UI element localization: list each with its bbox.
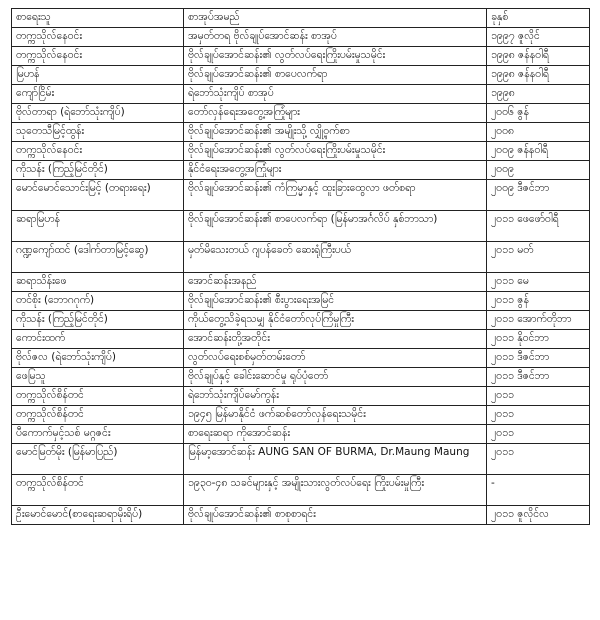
table-row — [12, 368, 590, 387]
book-title-cell: အောင်ဆန်းအနည် — [184, 273, 487, 292]
author-cell: မြဟန် — [12, 66, 184, 85]
year-cell: ၂၀၁၁ မေ — [487, 273, 590, 292]
books-table — [11, 8, 590, 525]
table-row — [12, 444, 590, 475]
book-title-cell: ဗိုလ်ချုပ်အောင်ဆန်း၏ စာပေလက်ရာ — [184, 66, 487, 85]
book-title-cell: ရဲဘော်သုံးကျိပ် စာအုပ် — [184, 85, 487, 104]
table-row — [12, 28, 590, 47]
table-row — [12, 66, 590, 85]
author-cell: တက္ကသိုလ်စိန်တင် — [12, 387, 184, 406]
table-row — [12, 123, 590, 142]
author-cell: ဂဏ္ဍကျော်ထင် (ဒေါက်တာမြင့်ဆွေ) — [12, 242, 184, 273]
table-row — [12, 330, 590, 349]
year-cell: ၁၉၉၈ ဇန်နဝါရီ — [487, 66, 590, 85]
author-cell: ဆရာမြဟန် — [12, 211, 184, 242]
author-cell: တင်စိုး (ဘောဂဂုက်) — [12, 292, 184, 311]
table-row — [12, 180, 590, 211]
year-cell: ၂၀၁၁ ဒီဇင်ဘာ — [487, 368, 590, 387]
table-row — [12, 104, 590, 123]
author-cell: ဖေမြသူ — [12, 368, 184, 387]
book-title-cell: အမှတ်တရ ဗိုလ်ချုပ်အောင်ဆန်း စာအုပ် — [184, 28, 487, 47]
year-cell: ၂၀၁၁ ဖေဖော်ဝါရီ — [487, 211, 590, 242]
year-cell: ၁၉၉၈ — [487, 85, 590, 104]
year-cell: ၂၀၀၉ — [487, 161, 590, 180]
table-row — [12, 242, 590, 273]
table-row — [12, 311, 590, 330]
book-title-cell: ဗိုလ်ချုပ်အောင်ဆန်း၏ လွတ်လပ်ရေးကြိုးပမ်းမှုသမိုင်း — [184, 142, 487, 161]
year-cell: - — [487, 475, 590, 506]
book-title-cell: အောင်ဆန်းတို့အတိုင်း — [184, 330, 487, 349]
table-row — [12, 47, 590, 66]
author-cell: ဗိုလ်တာရာ (ရဲဘော်သုံးကျိပ်) — [12, 104, 184, 123]
year-cell: ၂၀၁၁ ဒီဇင်ဘာ — [487, 349, 590, 368]
book-title-cell: ရဲဘော်သုံးကျိပ်မော်ကွန်း — [184, 387, 487, 406]
author-cell: တက္ကသိုလ်စိန်တင် — [12, 406, 184, 425]
year-cell: ၂၀၀၈ — [487, 123, 590, 142]
table-header-row — [12, 9, 590, 28]
table-row — [12, 425, 590, 444]
table-row — [12, 142, 590, 161]
table-row — [12, 349, 590, 368]
year-cell: ၁၉၉၈ ဇန်နဝါရီ — [487, 47, 590, 66]
book-title-cell: တော်လှန်ရေးအတွေ့အကြုံများ — [184, 104, 487, 123]
table-row — [12, 161, 590, 180]
book-title-cell: ၁၉၄၅ မြန်မာနိုင်ငံ ဖက်ဆစ်တော်လှန်ရေးသမိုင်း — [184, 406, 487, 425]
author-cell: တက္ကသိုလ်စိန်တင် — [12, 475, 184, 506]
book-title-cell: ကိုယ်တွေ့သိခဲ့ရသမျှ နိုင်ငံတော်လုပ်ကြံမှုကြီး — [184, 311, 487, 330]
table-row — [12, 211, 590, 242]
author-cell: ကိုသန်း (ကြည့်မြင်တိုင်) — [12, 161, 184, 180]
author-cell: ဗိုလ်ဇလ (ရဲဘော်သုံးကျိပ်) — [12, 349, 184, 368]
year-cell: ၂၀၀၉ ဒီဇင်ဘာ — [487, 180, 590, 211]
author-cell: သုတေသီမြင့်ထွန်း — [12, 123, 184, 142]
year-cell: ၂၀၁၁ နိုဝင်ဘာ — [487, 330, 590, 349]
author-cell: ကိုသန်း (ကြည့်မြင်တိုင်) — [12, 311, 184, 330]
book-title-cell: ဗိုလ်ချုပ်အောင်ဆန်း၏ ကံကြမ္မာနှင့် ထူးခြားထွေလာ ဖတ်စရာ — [184, 180, 487, 211]
author-cell: မောင်မြတ်မိုး (မြန်မာပြည်) — [12, 444, 184, 475]
table-row — [12, 506, 590, 525]
author-cell: ဆရာသိန်းဖေ — [12, 273, 184, 292]
table-row — [12, 387, 590, 406]
book-title-cell: စာရေးဆရာ ကိုအောင်ဆန်း — [184, 425, 487, 444]
book-title-cell: မှတ်မိသေးတယ် ဂျပန်ခေတ် ဆေးရုံကြီးပယ် — [184, 242, 487, 273]
author-cell: မောင်မောင်သောင်းမြင့် (တရားရေး) — [12, 180, 184, 211]
book-title-cell: ဗိုလ်ချုပ်အောင်ဆန်း၏ လွတ်လပ်ရေးကြိုးပမ်းမှုသမိုင်း — [184, 47, 487, 66]
table-row — [12, 475, 590, 506]
book-title-cell: ဗိုလ်ချုပ်အောင်ဆန်း၏ စီးပွားရေးအမြင် — [184, 292, 487, 311]
author-cell: ကျော်ငြိမ်း — [12, 85, 184, 104]
author-cell: ကောင်းထက် — [12, 330, 184, 349]
year-cell: ၂၀၁၁ — [487, 425, 590, 444]
table-row — [12, 406, 590, 425]
header-year: ခုနှစ် — [487, 9, 590, 28]
year-cell: ၁၉၉၇ ဇူလိုင် — [487, 28, 590, 47]
year-cell: ၂၀၁၁ မတ် — [487, 242, 590, 273]
header-book-title: စာအုပ်အမည် — [184, 9, 487, 28]
author-cell: တက္ကသိုလ်နေဝင်း — [12, 142, 184, 161]
book-title-cell: လွတ်လပ်ရေးစစ်မှတ်တမ်းတော် — [184, 349, 487, 368]
author-cell: တက္ကသိုလ်နေဝင်း — [12, 28, 184, 47]
table-row — [12, 292, 590, 311]
header-author: စာရေးသူ — [12, 9, 184, 28]
book-title-cell: မြန်မာ့အောင်ဆန်း AUNG SAN OF BURMA, Dr.Maung Maung — [184, 444, 487, 475]
year-cell: ၂၀၀၉ ဇန်နဝါရီ — [487, 142, 590, 161]
year-cell: ၂၀၁၁ အောက်တိုဘာ — [487, 311, 590, 330]
book-title-cell: ၁၉၃၀-၄၈ သခင်များနှင့် အမျိုးသားလွတ်လပ်ရေး ကြိုးပမ်းမှုကြီး — [184, 475, 487, 506]
year-cell: ၂၀၁၁ — [487, 406, 590, 425]
book-title-cell: နိုင်ငံရေးအတွေ့အကြုံများ — [184, 161, 487, 180]
book-title-cell: ဗိုလ်ချုပ်အောင်ဆန်း၏ စာစုစာရင်း — [184, 506, 487, 525]
author-cell: ပီကောက်မှင့်သစ် မဂ္ဂဇင်း — [12, 425, 184, 444]
book-title-cell: ဗိုလ်ချုပ်အောင်ဆန်း၏ အမျိုးသို့ လျှို့ဝှက်စာ — [184, 123, 487, 142]
table-row — [12, 85, 590, 104]
author-cell: တက္ကသိုလ်နေဝင်း — [12, 47, 184, 66]
book-title-cell: ဗိုလ်ချုပ်နှင့် ခေါင်းဆောင်မှု ရုပ်ပုံတော် — [184, 368, 487, 387]
book-title-cell: ဗိုလ်ချုပ်အောင်ဆန်း၏ စာပေလက်ရာ (မြန်မာအင်္ဂလိပ် နှစ်ဘာသာ) — [184, 211, 487, 242]
author-cell: ဦးမောင်မောင်(စာရေးဆရာမိုးရိပ်) — [12, 506, 184, 525]
year-cell: ၂၀၁၁ ဇွန် — [487, 292, 590, 311]
table-row — [12, 273, 590, 292]
year-cell: ၂၀၁၁ ဇူလိုင်လ — [487, 506, 590, 525]
year-cell: ၂၀၀၆ ဇွန် — [487, 104, 590, 123]
year-cell: ၂၀၁၁ — [487, 444, 590, 475]
year-cell: ၂၀၁၁ — [487, 387, 590, 406]
